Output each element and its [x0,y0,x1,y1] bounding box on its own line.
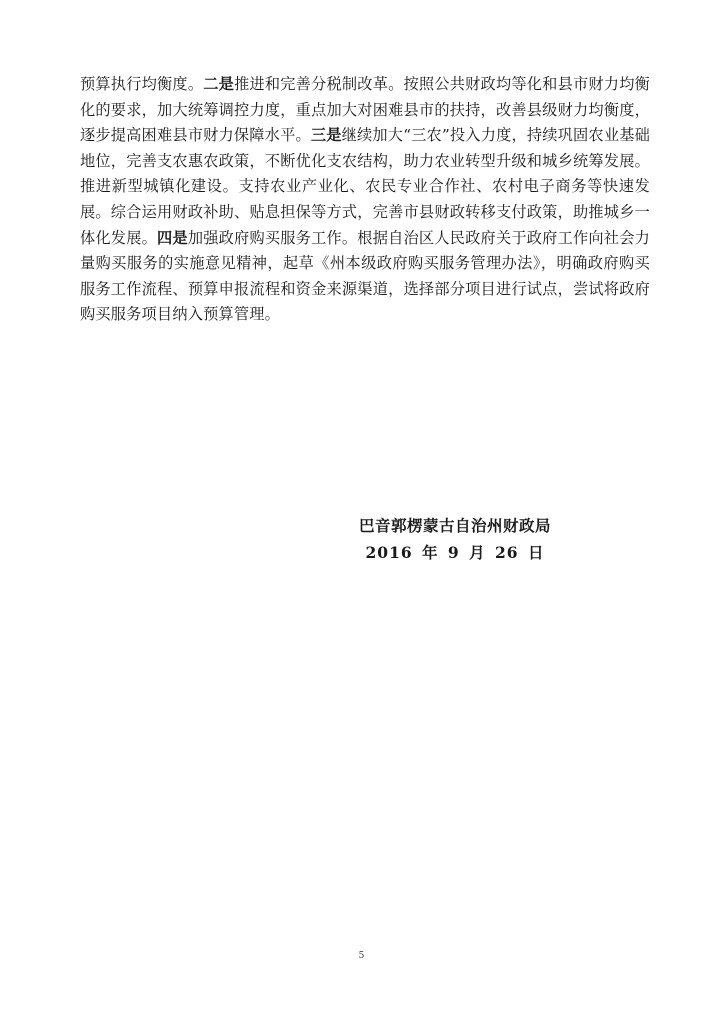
paragraph-text: 加强政府购买服务工作。根据自治区人民政府关于政府工作向社会力量购买服务的实施意见精神，起草《州本级政府购买服务管理办法》，明确政府购买服务工作流程、预算申报流程和资金来源渠道，选择部分项目进行试点，尝试将政府购买服务项目纳入预算管理。 [80,228,650,324]
page-number: 5 [358,951,365,961]
issue-date: 2016 年 9 月 26 日 [365,543,545,562]
section-marker-four: 四是 [157,228,188,247]
paragraph-text: 继续加大“三农”投入力度，持续巩固农业基础地位，完善支农惠农政策，不断优化支农结构，助力农业转型升级和城乡统筹发展。推进新型城镇化建设。支持农业产业化、农民专业合作社、农村电子商务等快速发展。综合运用财政补助、贴息担保等方式，完善市县财政转移支付政策，助推城乡一体化发展。 [80,126,650,247]
issuing-organization: 巴音郭楞蒙古自治州财政局 [358,516,551,535]
section-marker-three: 三是 [310,126,342,145]
body-paragraph [80,72,650,328]
paragraph-text: 推进和完善分税制改革。按照公共财政均等化和县市财力均衡化的要求，加大统筹调控力度，重点加大对困难县市的扶持，改善县级财力均衡度，逐步提高困难县市财力保障水平。 [80,75,650,145]
signature-block [340,512,570,566]
section-marker-two: 二是 [203,75,235,93]
paragraph-text: 预算执行均衡度。 [80,75,204,93]
